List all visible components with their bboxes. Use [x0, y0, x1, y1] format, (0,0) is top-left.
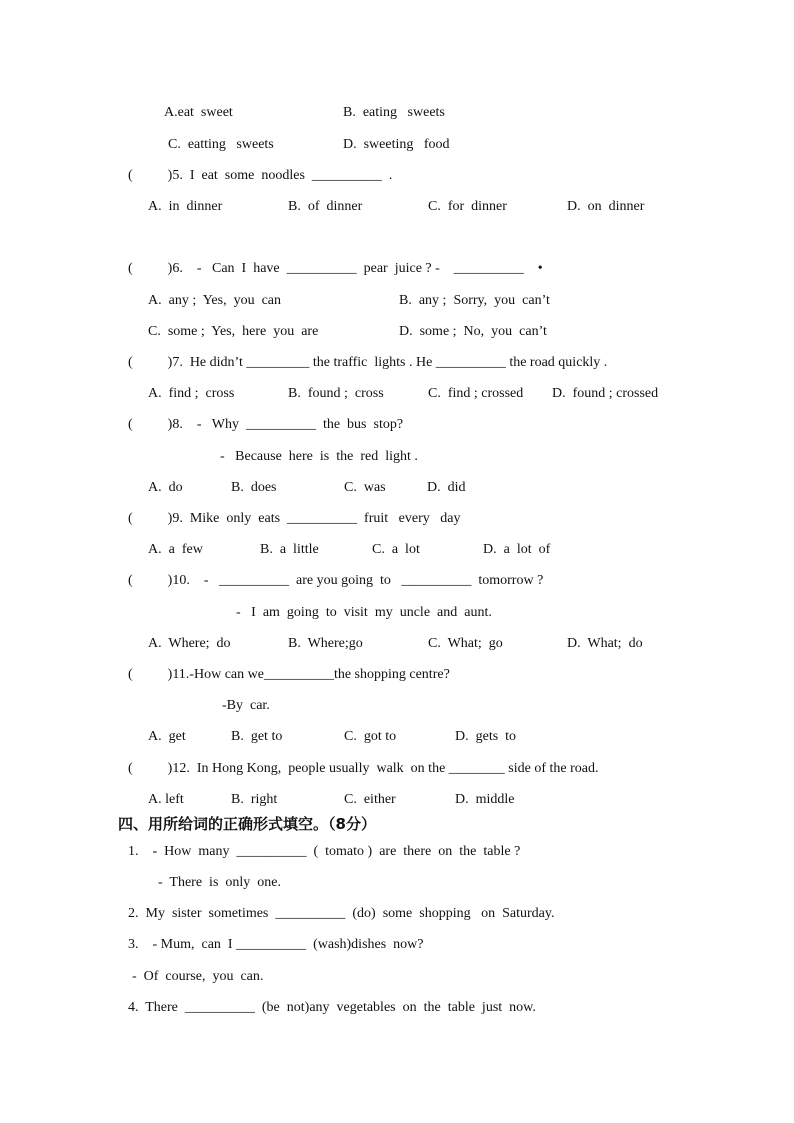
option-d: D. middle — [455, 792, 515, 807]
option-a: A. in dinner — [148, 199, 223, 214]
option-a: A. find ; cross — [148, 386, 235, 401]
option-d: D. gets to — [455, 729, 517, 744]
fill-item-4: 4. There __________ (be not)any vegetables on the table just now. — [128, 1000, 536, 1015]
option-b: B. does — [231, 480, 277, 495]
option-c: C. eatting sweets — [168, 137, 274, 152]
option-c: C. was — [344, 480, 386, 495]
option-c: C. What; go — [428, 636, 503, 651]
question-10: ( )10. - __________ are you going to __________ tomorrow ? — [128, 573, 544, 588]
option-b: B. right — [231, 792, 278, 807]
option-a: A. left — [148, 792, 184, 807]
option-d: D. What; do — [567, 636, 643, 651]
answer-line: - Because here is the red light . — [220, 449, 418, 464]
option-c: C. for dinner — [428, 199, 507, 214]
option-d: D. some ; No, you can’t — [399, 324, 547, 339]
fill-item-1: 1. - How many __________ ( tomato ) are there on the table ? — [128, 844, 521, 859]
option-d: D. did — [427, 480, 466, 495]
option-d: D. a lot of — [483, 542, 551, 557]
question-6: ( )6. - Can I have __________ pear juice ? - __________ • — [128, 261, 543, 276]
fill-item-3: 3. - Mum, can I __________ (wash)dishes now? — [128, 937, 424, 952]
option-a: A. Where; do — [148, 636, 231, 651]
option-b: B. of dinner — [288, 199, 363, 214]
option-c: C. find ; crossed — [428, 386, 524, 401]
question-12: ( )12. In Hong Kong, people usually walk on the ________ side of the road. — [128, 761, 599, 776]
option-d: D. found ; crossed — [552, 386, 659, 401]
option-c: C. some ; Yes, here you are — [148, 324, 319, 339]
option-a: A. any ; Yes, you can — [148, 293, 281, 308]
fill-item-2: 2. My sister sometimes __________ (do) some shopping on Saturday. — [128, 906, 555, 921]
answer-line: -By car. — [222, 698, 270, 713]
option-c: C. got to — [344, 729, 397, 744]
option-c: C. either — [344, 792, 396, 807]
option-b: B. found ; cross — [288, 386, 384, 401]
option-b: B. Where;go — [288, 636, 363, 651]
option-a: A. get — [148, 729, 186, 744]
section-heading: 四、用所给词的正确形式填空。（8分） — [118, 815, 376, 833]
question-11: ( )11.-How can we__________the shopping centre? — [128, 667, 450, 682]
answer-line: - There is only one. — [158, 875, 281, 890]
question-8: ( )8. - Why __________ the bus stop? — [128, 417, 404, 432]
option-b: B. eating sweets — [343, 105, 445, 120]
option-d: D. sweeting food — [343, 137, 450, 152]
option-b: B. get to — [231, 729, 283, 744]
option-a: A. do — [148, 480, 183, 495]
question-7: ( )7. He didn’t _________ the traffic lights . He __________ the road quickly . — [128, 355, 608, 370]
question-9: ( )9. Mike only eats __________ fruit every day — [128, 511, 461, 526]
answer-line: - I am going to visit my uncle and aunt. — [236, 605, 492, 620]
answer-line: - Of course, you can. — [132, 969, 264, 984]
option-a: A. a few — [148, 542, 203, 557]
option-d: D. on dinner — [567, 199, 645, 214]
option-b: B. a little — [260, 542, 319, 557]
option-b: B. any ; Sorry, you can’t — [399, 293, 550, 308]
question-5: ( )5. I eat some noodles __________ . — [128, 168, 393, 183]
option-a: A.eat sweet — [164, 105, 233, 120]
option-c: C. a lot — [372, 542, 420, 557]
